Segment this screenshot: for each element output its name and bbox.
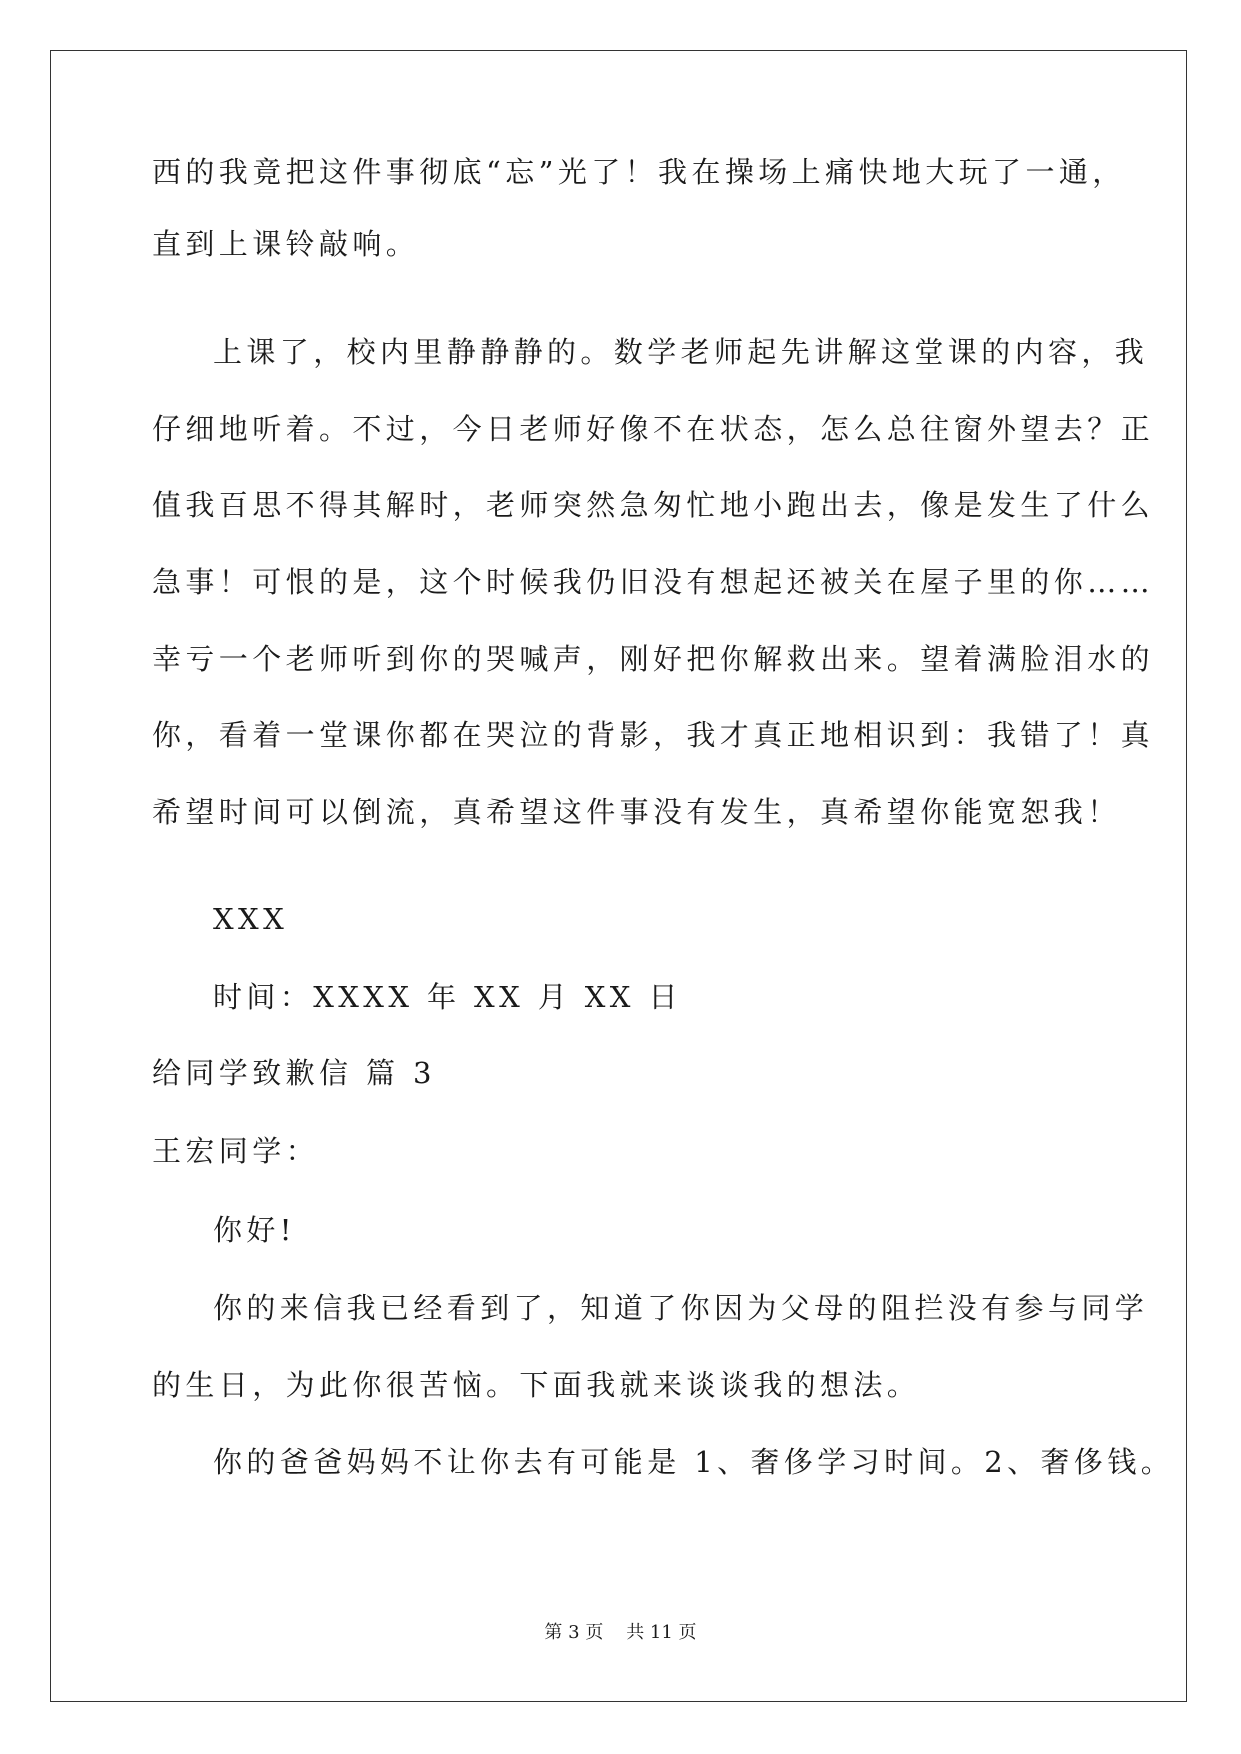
text-line: 西的我竟把这件事彻底“忘”光了！我在操场上痛快地大玩了一通， bbox=[152, 155, 1126, 189]
paragraph-start-line: 你的来信我已经看到了，知道了你因为父母的阻拦没有参与同学 bbox=[213, 1291, 1149, 1325]
page-number: 第 3 页 共 11 页 bbox=[544, 1622, 697, 1643]
paragraph-start-line: 上课了，校内里静静静的。数学老师起先讲解这堂课的内容，我 bbox=[213, 335, 1149, 369]
salutation: 王宏同学： bbox=[152, 1134, 320, 1168]
text-line: 仔细地听着。不过，今日老师好像不在状态，怎么总往窗外望去？正 bbox=[152, 412, 1155, 446]
text-line: 直到上课铃敲响。 bbox=[152, 227, 420, 261]
text-line: 的生日，为此你很苦恼。下面我就来谈谈我的想法。 bbox=[152, 1368, 921, 1402]
date-line: 时间：XXXX 年 XX 月 XX 日 bbox=[213, 980, 682, 1014]
text-line: 值我百思不得其解时，老师突然急匆忙地小跑出去，像是发生了什么 bbox=[152, 488, 1155, 522]
greeting: 你好! bbox=[213, 1213, 296, 1247]
paragraph-start-line: 你的爸爸妈妈不让你去有可能是 1、奢侈学习时间。2、奢侈钱。 bbox=[213, 1445, 1175, 1479]
text-line: 希望时间可以倒流，真希望这件事没有发生，真希望你能宽恕我！ bbox=[152, 795, 1121, 829]
section-heading: 给同学致歉信 篇 3 bbox=[152, 1056, 436, 1090]
signature: XXX bbox=[213, 902, 289, 936]
text-line: 你，看着一堂课你都在哭泣的背影，我才真正地相识到：我错了！真 bbox=[152, 718, 1155, 752]
text-line: 幸亏一个老师听到你的哭喊声，刚好把你解救出来。望着满脸泪水的 bbox=[152, 642, 1155, 676]
text-line: 急事！可恨的是，这个时候我仍旧没有想起还被关在屋子里的你…… bbox=[152, 565, 1155, 599]
